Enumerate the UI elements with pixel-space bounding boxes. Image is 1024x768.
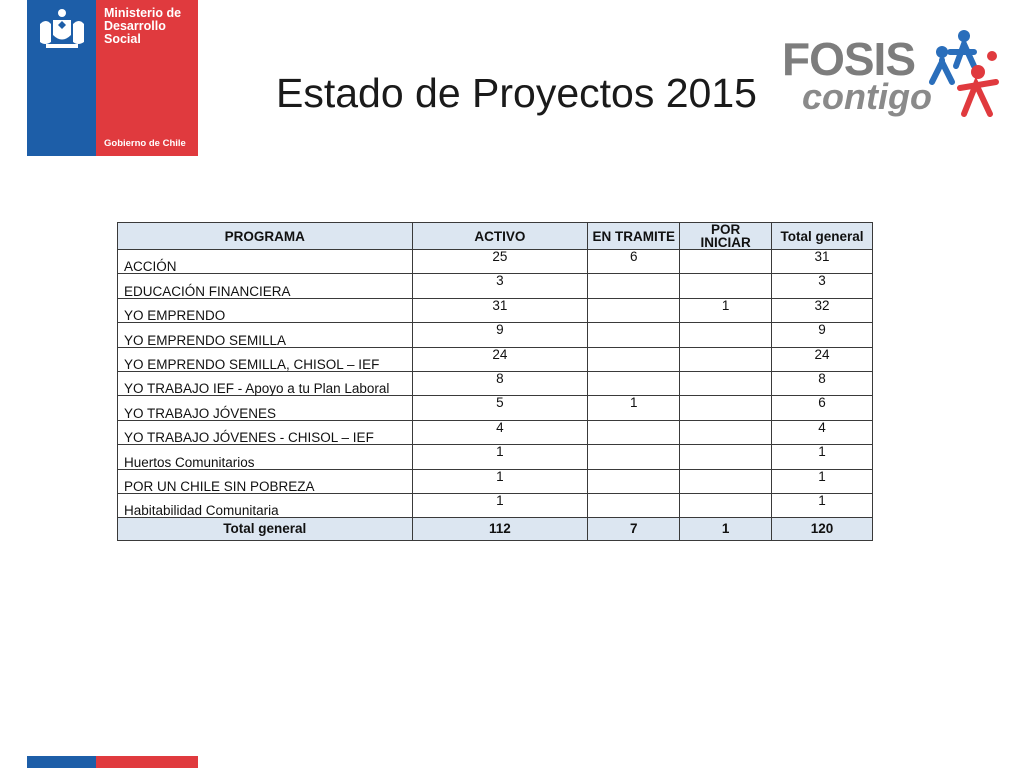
footer-color-bar: [27, 756, 198, 768]
table-row: [118, 493, 873, 517]
cell-por-iniciar: [680, 396, 772, 420]
cell-por-iniciar: [680, 323, 772, 347]
table-row: [118, 371, 873, 395]
cell-por-iniciar: [680, 274, 772, 298]
cell-activo: 25: [412, 250, 588, 274]
fosis-tagline: contigo: [802, 76, 932, 117]
coat-of-arms-icon: [36, 6, 88, 52]
cell-total: 8: [772, 371, 873, 395]
cell-en-tramite: 1: [588, 396, 680, 420]
cell-programa: Habitabilidad Comunitaria: [118, 493, 413, 517]
table-row: [118, 347, 873, 371]
column-header-por-iniciar: POR INICIAR: [680, 223, 772, 250]
table-row: [118, 469, 873, 493]
cell-en-tramite: [588, 347, 680, 371]
footer-red-segment: [96, 756, 198, 768]
table-row: [118, 396, 873, 420]
column-header-en-tramite: EN TRAMITE: [588, 223, 680, 250]
cell-por-iniciar: 1: [680, 298, 772, 322]
cell-programa: ACCIÓN: [118, 250, 413, 274]
cell-activo: 4: [412, 420, 588, 444]
cell-total: 4: [772, 420, 873, 444]
ministry-logo: [27, 0, 198, 156]
cell-programa: YO TRABAJO JÓVENES - CHISOL – IEF: [118, 420, 413, 444]
table-header-row: [118, 223, 873, 250]
cell-en-tramite: [588, 469, 680, 493]
cell-activo: 5: [412, 396, 588, 420]
table-row: [118, 250, 873, 274]
cell-en-tramite: [588, 323, 680, 347]
cell-en-tramite: [588, 298, 680, 322]
cell-por-iniciar: [680, 493, 772, 517]
footer-blue-segment: [27, 756, 96, 768]
cell-activo: 3: [412, 274, 588, 298]
cell-total: 1: [772, 469, 873, 493]
total-por-iniciar: 1: [680, 518, 772, 540]
cell-total: 31: [772, 250, 873, 274]
cell-por-iniciar: [680, 250, 772, 274]
cell-programa: YO EMPRENDO SEMILLA: [118, 323, 413, 347]
total-activo: 112: [412, 518, 588, 540]
cell-activo: 8: [412, 371, 588, 395]
cell-programa: POR UN CHILE SIN POBREZA: [118, 469, 413, 493]
cell-programa: YO EMPRENDO SEMILLA, CHISOL – IEF: [118, 347, 413, 371]
cell-por-iniciar: [680, 347, 772, 371]
table-row: [118, 420, 873, 444]
cell-total: 24: [772, 347, 873, 371]
cell-total: 32: [772, 298, 873, 322]
cell-activo: 9: [412, 323, 588, 347]
ministry-name-line1: Ministerio de: [104, 6, 182, 20]
cell-programa: YO TRABAJO IEF - Apoyo a tu Plan Laboral: [118, 371, 413, 395]
page-title: Estado de Proyectos 2015: [276, 70, 757, 116]
cell-total: 1: [772, 493, 873, 517]
total-en-tramite: 7: [588, 518, 680, 540]
cell-activo: 1: [412, 469, 588, 493]
table-total-row: [118, 518, 873, 540]
table-row: [118, 445, 873, 469]
cell-programa: Huertos Comunitarios: [118, 445, 413, 469]
cell-programa: EDUCACIÓN FINANCIERA: [118, 274, 413, 298]
column-header-total-general: Total general: [772, 223, 873, 250]
fosis-wordmark: FOSIS: [782, 33, 916, 85]
cell-activo: 1: [412, 493, 588, 517]
cell-por-iniciar: [680, 420, 772, 444]
cell-programa: YO TRABAJO JÓVENES: [118, 396, 413, 420]
people-figures-icon: [920, 22, 1000, 122]
cell-activo: 1: [412, 445, 588, 469]
government-label: Gobierno de Chile: [104, 138, 186, 149]
cell-activo: 31: [412, 298, 588, 322]
cell-total: 6: [772, 396, 873, 420]
cell-por-iniciar: [680, 469, 772, 493]
column-header-programa: PROGRAMA: [118, 223, 413, 250]
table-row: [118, 298, 873, 322]
cell-por-iniciar: [680, 445, 772, 469]
total-general: 120: [772, 518, 873, 540]
ministry-name-line3: Social: [104, 32, 141, 46]
cell-total: 9: [772, 323, 873, 347]
cell-por-iniciar: [680, 371, 772, 395]
cell-en-tramite: [588, 445, 680, 469]
cell-en-tramite: 6: [588, 250, 680, 274]
cell-en-tramite: [588, 420, 680, 444]
cell-total: 1: [772, 445, 873, 469]
cell-en-tramite: [588, 493, 680, 517]
cell-activo: 24: [412, 347, 588, 371]
projects-table: [117, 222, 873, 541]
table-row: [118, 274, 873, 298]
cell-en-tramite: [588, 371, 680, 395]
total-label: Total general: [118, 518, 413, 540]
cell-en-tramite: [588, 274, 680, 298]
cell-programa: YO EMPRENDO: [118, 298, 413, 322]
fosis-logo: [780, 22, 1000, 122]
table-row: [118, 323, 873, 347]
column-header-activo: ACTIVO: [412, 223, 588, 250]
ministry-name-line2: Desarrollo: [104, 19, 166, 33]
cell-total: 3: [772, 274, 873, 298]
